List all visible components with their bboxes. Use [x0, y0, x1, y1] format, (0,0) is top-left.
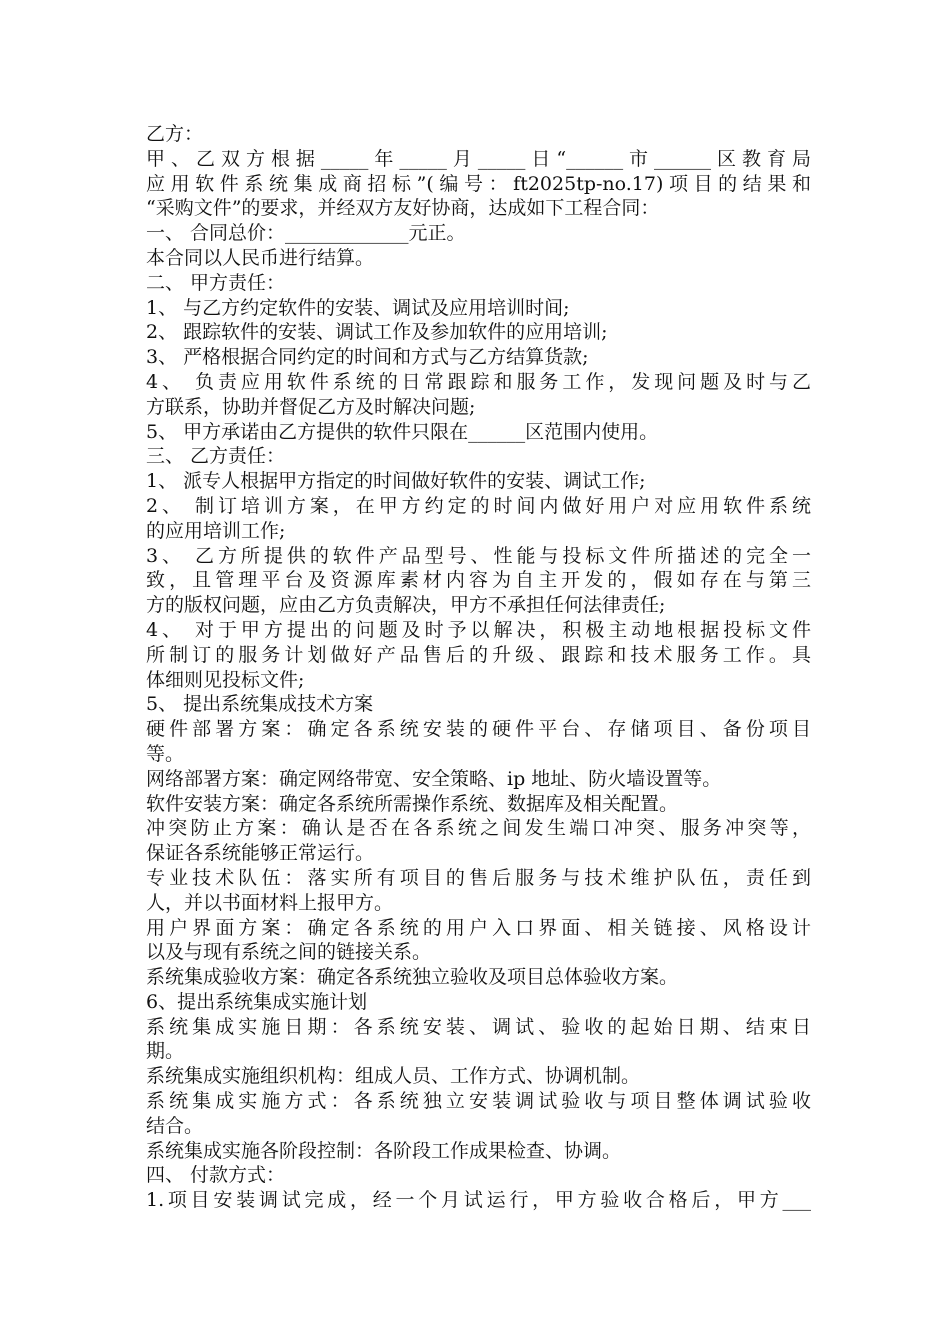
party-a-item: 3、 严格根据合同约定的时间和方式与乙方结算货款; [146, 346, 589, 369]
section-heading-total-price: 一、 合同总价：_____________元正。 [146, 222, 466, 245]
preamble-line: 甲、乙双方根据_____年_____月_____日“______市______区教育局 [146, 147, 811, 170]
party-a-item: 5、 甲方承诺由乙方提供的软件只限在______区范围内使用。 [146, 420, 659, 443]
plan-item: 系统集成验收方案：确定各系统独立验收及项目总体验收方案。 [146, 966, 679, 989]
party-b-item: 3、 乙方所提供的软件产品型号、性能与投标文件所描述的完全一 [146, 544, 811, 567]
preamble-line: “采购文件”的要求，并经双方友好协商，达成如下工程合同： [146, 197, 660, 220]
plan-item-cont: 保证各系统能够正常运行。 [146, 842, 375, 865]
party-b-item: 4、 对于甲方提出的问题及时予以解决，积极主动地根据投标文件 [146, 618, 811, 641]
plan-item: 用户界面方案：确定各系统的用户入口界面、相关链接、风格设计 [146, 916, 811, 939]
party-b-item-cont: 体细则见投标文件; [146, 668, 305, 691]
party-b-item: 5、 提出系统集成技术方案 [146, 693, 374, 716]
party-b-label: 乙方： [146, 123, 204, 145]
party-a-item-cont: 方联系，协助并督促乙方及时解决问题; [146, 395, 476, 418]
party-a-item: 4、 负责应用软件系统的日常跟踪和服务工作，发现问题及时与乙 [146, 370, 811, 393]
party-b-item-cont: 所制订的服务计划做好产品售后的升级、跟踪和技术服务工作。具 [146, 643, 811, 666]
party-a-item: 2、 跟踪软件的安装、调试工作及参加软件的应用培训; [146, 321, 608, 344]
schedule-item-cont: 期。 [146, 1040, 185, 1063]
plan-item: 硬件部署方案：确定各系统安装的硬件平台、存储项目、备份项目 [146, 718, 811, 741]
party-b-item: 2、 制订培训方案，在甲方约定的时间内做好用户对应用软件系统 [146, 494, 811, 517]
schedule-item: 系统集成实施日期：各系统安装、调试、验收的起始日期、结束日 [146, 1015, 811, 1038]
party-b-item: 6、提出系统集成实施计划 [146, 990, 368, 1013]
schedule-item-cont: 结合。 [146, 1114, 204, 1137]
party-a-item: 1、 与乙方约定软件的安装、调试及应用培训时间; [146, 296, 570, 319]
schedule-item: 系统集成实施各阶段控制：各阶段工作成果检查、协调。 [146, 1139, 622, 1162]
party-b-item: 1、 派专人根据甲方指定的时间做好软件的安装、调试工作; [146, 470, 646, 493]
plan-item: 专业技术队伍：落实所有项目的售后服务与技术维护队伍，责任到 [146, 866, 811, 889]
settlement-currency-line: 本合同以人民币进行结算。 [146, 246, 375, 269]
party-b-item-cont: 方的版权问题，应由乙方负责解决，甲方不承担任何法律责任; [146, 594, 666, 617]
plan-item: 冲突防止方案：确认是否在各系统之间发生端口冲突、服务冲突等， [146, 817, 811, 840]
party-b-item-cont: 的应用培训工作; [146, 519, 286, 542]
party-b-item-cont: 致，且管理平台及资源库素材内容为自主开发的，假如存在与第三 [146, 569, 811, 592]
section-heading-party-b: 三、 乙方责任： [146, 445, 286, 468]
contract-document [146, 122, 811, 1213]
plan-item-cont: 等。 [146, 742, 185, 765]
schedule-item: 系统集成实施组织机构：组成人员、工作方式、协调机制。 [146, 1065, 641, 1088]
section-heading-payment: 四、 付款方式： [146, 1164, 286, 1187]
payment-item: 1.项目安装调试完成，经一个月试运行，甲方验收合格后，甲方___ [146, 1189, 811, 1212]
plan-item: 网络部署方案：确定网络带宽、安全策略、ip 地址、防火墙设置等。 [146, 767, 722, 790]
schedule-item: 系统集成实施方式：各系统独立安装调试验收与项目整体调试验收 [146, 1090, 811, 1113]
plan-item-cont: 以及与现有系统之间的链接关系。 [146, 941, 432, 964]
plan-item-cont: 人，并以书面材料上报甲方。 [146, 891, 394, 914]
preamble-line: 应用软件系统集成商招标”(编号：ft2025tp-no.17)项目的结果和 [146, 172, 811, 195]
plan-item: 软件安装方案：确定各系统所需操作系统、数据库及相关配置。 [146, 792, 679, 815]
section-heading-party-a: 二、 甲方责任： [146, 271, 286, 294]
